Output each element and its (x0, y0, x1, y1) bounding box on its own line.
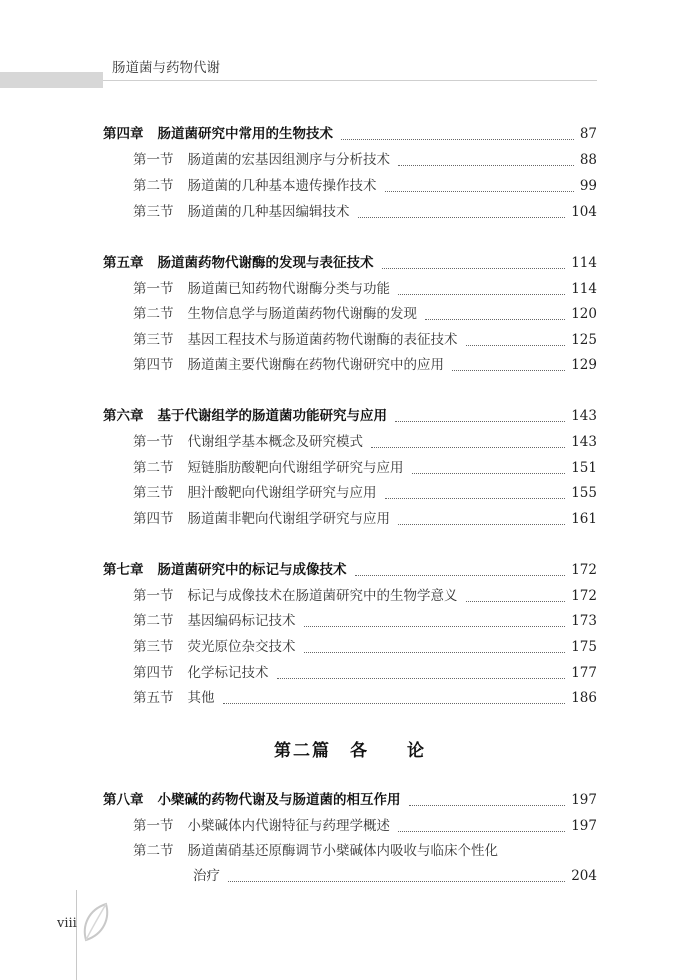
toc-entry-label: 第一节 (133, 281, 174, 297)
dot-leader (398, 164, 574, 166)
toc-entry-title: 基于代谢组学的肠道菌功能研究与应用 (157, 408, 387, 424)
toc-entry-title: 肠道菌已知药物代谢酶分类与功能 (187, 281, 390, 297)
toc-entry-title: 基因工程技术与肠道菌药物代谢酶的表征技术 (187, 332, 458, 348)
toc-entry-title: 肠道菌非靶向代谢组学研究与应用 (187, 511, 390, 527)
toc-section-row (133, 684, 597, 708)
toc-entry-label: 第四节 (133, 665, 174, 681)
page-number: viii (57, 916, 77, 931)
dot-leader (385, 497, 566, 499)
toc-entry-title: 化学标记技术 (187, 665, 269, 681)
toc-section-row (133, 351, 597, 375)
toc-entry-label: 第三节 (133, 639, 174, 655)
toc-entry-page: 175 (571, 639, 597, 655)
dot-leader (398, 523, 565, 525)
toc-entry-label: 第四节 (133, 357, 174, 373)
toc-entry-title: 肠道菌硝基还原酶调节小檗碱体内吸收与临床个性化 (187, 843, 498, 859)
leaf-icon (80, 900, 114, 944)
toc-entry-page: 161 (571, 511, 597, 527)
toc-entry-title: 肠道菌的宏基因组测序与分析技术 (187, 152, 390, 168)
toc-section-row (133, 812, 597, 836)
toc-entry-page: 99 (579, 178, 597, 194)
toc-entry-page: 151 (571, 460, 597, 476)
toc-entry-title: 小檗碱的药物代谢及与肠道菌的相互作用 (157, 792, 401, 808)
toc-entry-page: 87 (579, 126, 597, 142)
toc-entry-label: 第一节 (133, 818, 174, 834)
toc-chapter-row (103, 249, 597, 273)
dot-leader (371, 446, 565, 448)
toc-entry-title: 肠道菌研究中的标记与成像技术 (157, 562, 347, 578)
header-title: 肠道菌与药物代谢 (112, 60, 220, 76)
dot-leader (277, 677, 566, 679)
toc-section-row (133, 300, 597, 324)
toc-entry-label: 第二节 (133, 613, 174, 629)
dot-leader (409, 804, 566, 806)
toc-entry-title: 肠道菌的几种基因编辑技术 (187, 204, 350, 220)
toc-section-row (133, 607, 597, 631)
toc-entry-label: 第二节 (133, 843, 174, 859)
toc-entry-title: 治疗 (193, 868, 220, 884)
toc-entry-page: 114 (571, 281, 597, 297)
toc-entry-page: 172 (571, 588, 597, 604)
dot-leader (466, 344, 566, 346)
toc-section-row (133, 479, 597, 503)
toc-section-row (133, 659, 597, 683)
toc-entry-page: 197 (571, 792, 597, 808)
toc-entry-title: 荧光原位杂交技术 (187, 639, 296, 655)
toc-entry-label: 第二节 (133, 178, 174, 194)
toc-entry-label: 第四章 (103, 126, 144, 142)
toc-entry-page: 172 (571, 562, 597, 578)
dot-leader (425, 318, 565, 320)
toc-entry-label: 第五节 (133, 690, 174, 706)
toc-entry-page: 173 (571, 613, 597, 629)
toc-entry-title: 代谢组学基本概念及研究模式 (187, 434, 363, 450)
toc-entry-label: 第一节 (133, 152, 174, 168)
toc-entry-page: 186 (571, 690, 597, 706)
toc-section-row (133, 582, 597, 606)
toc-section-row (133, 633, 597, 657)
dot-leader (223, 702, 566, 704)
dot-leader (398, 830, 565, 832)
toc-entry-title: 其他 (187, 690, 215, 706)
toc-entry-title: 生物信息学与肠道菌药物代谢酶的发现 (187, 306, 417, 322)
dot-leader (304, 625, 566, 627)
toc-entry-page: 120 (571, 306, 597, 322)
toc-entry-label: 第三节 (133, 485, 174, 501)
toc-entry-title: 小檗碱体内代谢特征与药理学概述 (187, 818, 390, 834)
toc-entry-label: 第一节 (133, 588, 174, 604)
toc-entry-page: 104 (571, 204, 597, 220)
toc-entry-page: 143 (571, 434, 597, 450)
toc-entry-label: 第七章 (103, 562, 144, 578)
toc-entry-page: 125 (571, 332, 597, 348)
header-grey-bar (0, 72, 103, 88)
toc-continuation-row (193, 862, 597, 886)
toc-entry-page: 114 (571, 255, 597, 271)
toc-entry-page: 204 (571, 868, 597, 884)
toc-entry-title: 肠道菌药物代谢酶的发现与表征技术 (157, 255, 374, 271)
toc-entry-title: 肠道菌的几种基本遗传操作技术 (187, 178, 377, 194)
dot-leader (385, 190, 574, 192)
toc-entry-label: 第一节 (133, 434, 174, 450)
toc-entry-label: 第二节 (133, 306, 174, 322)
dot-leader (452, 369, 565, 371)
toc-entry-page: 143 (571, 408, 597, 424)
toc-section-row (133, 454, 597, 478)
toc-entry-label: 第五章 (103, 255, 144, 271)
toc-section-row (133, 275, 597, 299)
dot-leader (382, 267, 566, 269)
header-rule (103, 80, 597, 81)
toc-entry-label: 第八章 (103, 792, 144, 808)
dot-leader (355, 574, 566, 576)
dot-leader (341, 138, 574, 140)
toc-section-row (133, 172, 597, 196)
toc-entry-label: 第六章 (103, 408, 144, 424)
toc-entry-page: 129 (571, 357, 597, 373)
toc-chapter-row (103, 120, 597, 144)
toc-entry-title: 胆汁酸靶向代谢组学研究与应用 (187, 485, 377, 501)
dot-leader (395, 420, 565, 422)
toc-entry-title: 肠道菌主要代谢酶在药物代谢研究中的应用 (187, 357, 444, 373)
toc-entry-label: 第四节 (133, 511, 174, 527)
toc-chapter-row (103, 556, 597, 580)
dot-leader (358, 216, 566, 218)
toc-section-row (133, 146, 597, 170)
toc-chapter-row (103, 402, 597, 426)
part-title: 第二篇 各 论 (274, 741, 426, 761)
toc-entry-page: 197 (571, 818, 597, 834)
toc-section-row (133, 198, 597, 222)
toc-entry-page: 155 (571, 485, 597, 501)
toc-entry-title: 肠道菌研究中常用的生物技术 (157, 126, 333, 142)
toc-entry-title: 标记与成像技术在肠道菌研究中的生物学意义 (187, 588, 458, 604)
toc-section-row (133, 837, 597, 861)
margin-rule (76, 890, 77, 980)
toc-section-row (133, 326, 597, 350)
toc-section-row (133, 428, 597, 452)
dot-leader (466, 600, 566, 602)
toc-entry-page: 177 (571, 665, 597, 681)
dot-leader (304, 651, 566, 653)
dot-leader (398, 293, 565, 295)
toc-entry-label: 第二节 (133, 460, 174, 476)
toc-entry-title: 短链脂肪酸靶向代谢组学研究与应用 (187, 460, 404, 476)
toc-entry-title: 基因编码标记技术 (187, 613, 296, 629)
toc-chapter-row (103, 786, 597, 810)
toc-entry-label: 第三节 (133, 332, 174, 348)
toc-entry-label: 第三节 (133, 204, 174, 220)
dot-leader (228, 880, 565, 882)
toc-entry-page: 88 (579, 152, 597, 168)
dot-leader (412, 472, 566, 474)
toc-section-row (133, 505, 597, 529)
